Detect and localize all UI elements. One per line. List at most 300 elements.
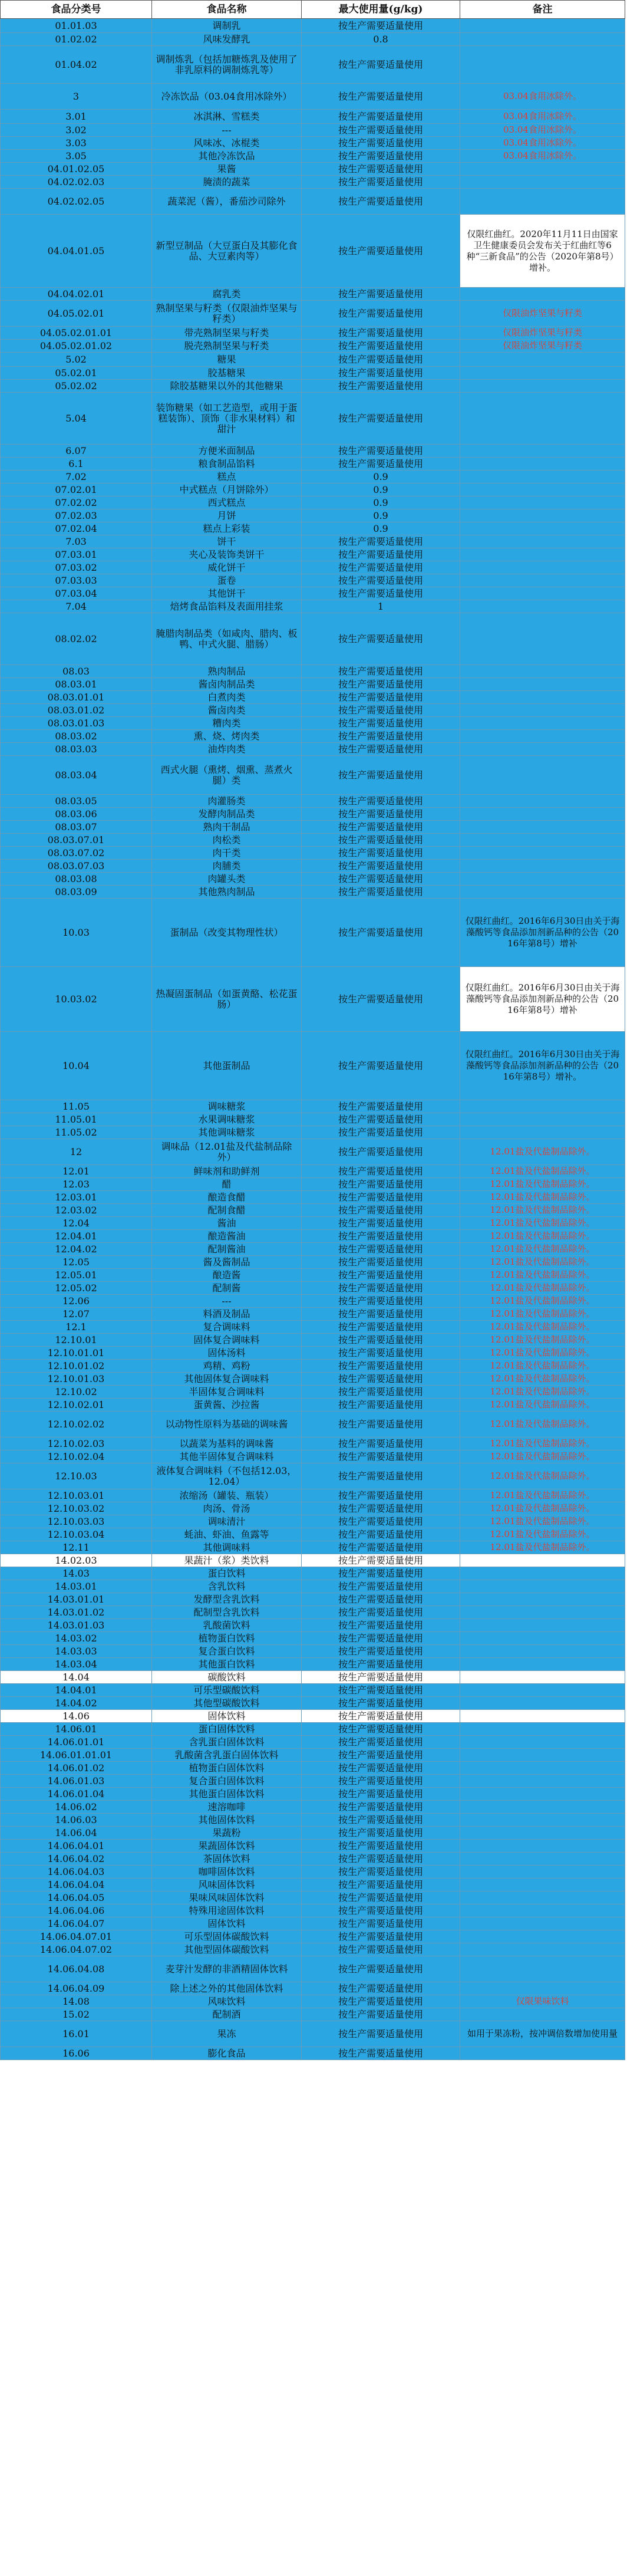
note-cell [460,176,625,189]
max-usage-cell: 按生产需要适量使用 [302,1788,460,1801]
food-name-cell: 配制食醋 [152,1204,302,1217]
food-name-cell: 以动物性原料为基础的调味酱 [152,1412,302,1437]
table-row [1,1788,625,1801]
max-usage-cell: 按生产需要适量使用 [302,1347,460,1360]
food-code-cell: 01.02.02 [1,33,152,46]
food-code-cell: 14.06.01.04 [1,1788,152,1801]
food-name-cell: 其他饼干 [152,587,302,600]
note-cell [460,691,625,704]
food-name-cell: 植物蛋白饮料 [152,1632,302,1645]
food-name-cell: 粮食制品馅料 [152,458,302,471]
max-usage-cell: 按生产需要适量使用 [302,1904,460,1917]
max-usage-cell: 按生产需要适量使用 [302,678,460,691]
food-code-cell: 12.04 [1,1217,152,1230]
food-code-cell: 7.03 [1,535,152,548]
max-usage-cell: 按生产需要适量使用 [302,1956,460,1982]
food-code-cell: 14.06.01 [1,1723,152,1736]
note-cell: 12.01盐及代盐制品除外。 [460,1308,625,1321]
table-row [1,1515,625,1528]
table-row [1,445,625,458]
note-cell [460,1697,625,1710]
food-name-cell: 腌腊肉制品类（如咸肉、腊肉、板鸭、中式火腿、腊肠） [152,613,302,665]
food-name-cell: 其他型碳酸饮料 [152,1697,302,1710]
note-cell: 12.01盐及代盐制品除外。 [460,1204,625,1217]
food-code-cell: 7.02 [1,471,152,483]
note-cell [460,873,625,886]
food-code-cell: 12.10.02.04 [1,1450,152,1463]
max-usage-cell: 按生产需要适量使用 [302,1386,460,1399]
note-cell [460,496,625,509]
note-cell [460,1645,625,1658]
table-row [1,847,625,860]
note-cell: 12.01盐及代盐制品除外。 [460,1139,625,1165]
max-usage-cell: 按生产需要适量使用 [302,860,460,873]
food-name-cell: 肉脯类 [152,860,302,873]
food-name-cell: 发酵肉制品类 [152,808,302,821]
note-cell [460,743,625,756]
note-cell: 12.01盐及代盐制品除外。 [460,1243,625,1256]
note-cell: 仅限红曲红。2020年11月11日由国家卫生健康委员会发布关于红曲红等6种“三新食品”的公告（2020年第8号）增补。 [460,215,625,288]
table-row [1,1749,625,1762]
note-cell [460,587,625,600]
food-code-cell: 14.04.01 [1,1684,152,1697]
food-name-cell: 糟肉类 [152,717,302,730]
food-code-cell: 01.04.02 [1,46,152,84]
food-code-cell: 15.02 [1,2008,152,2021]
food-code-cell: 08.03.01.02 [1,704,152,717]
food-code-cell: 11.05 [1,1100,152,1113]
food-name-cell: 方便米面制品 [152,445,302,458]
note-cell: 12.01盐及代盐制品除外。 [460,1489,625,1502]
table-row [1,1736,625,1749]
table-row [1,1658,625,1671]
note-cell [460,717,625,730]
food-name-cell: 固体汤料 [152,1347,302,1360]
table-row [1,1814,625,1827]
table-row [1,1697,625,1710]
note-cell [460,380,625,393]
max-usage-cell: 按生产需要适量使用 [302,1399,460,1412]
max-usage-cell: 按生产需要适量使用 [302,1632,460,1645]
food-code-cell: 14.06.01.01 [1,1736,152,1749]
max-usage-cell: 按生产需要适量使用 [302,1204,460,1217]
food-name-cell: 咖啡固体饮料 [152,1866,302,1878]
note-cell: 12.01盐及代盐制品除外。 [460,1347,625,1360]
table-row [1,1463,625,1489]
max-usage-cell: 按生产需要适量使用 [302,1645,460,1658]
food-code-cell: 14.06.04.09 [1,1982,152,1995]
food-name-cell: 速溶咖啡 [152,1801,302,1814]
max-usage-cell: 按生产需要适量使用 [302,873,460,886]
max-usage-cell: 按生产需要适量使用 [302,795,460,808]
max-usage-cell: 0.9 [302,496,460,509]
table-row [1,1684,625,1697]
table-row [1,1243,625,1256]
note-cell: 仅限果味饮料 [460,1995,625,2008]
note-cell [460,19,625,33]
table-row [1,1956,625,1982]
max-usage-cell: 按生产需要适量使用 [302,834,460,847]
note-cell [460,458,625,471]
note-cell: 12.01盐及代盐制品除外。 [460,1386,625,1399]
note-cell [460,1943,625,1956]
food-code-cell: 14.03.04 [1,1658,152,1671]
max-usage-cell: 按生产需要适量使用 [302,288,460,301]
food-code-cell: 08.03.07.02 [1,847,152,860]
max-usage-cell: 按生产需要适量使用 [302,327,460,340]
table-row [1,1100,625,1113]
table-row [1,1917,625,1930]
food-code-cell: 08.03.06 [1,808,152,821]
note-cell: 12.01盐及代盐制品除外。 [460,1165,625,1178]
food-name-cell: 固体复合调味料 [152,1334,302,1347]
note-cell [460,1930,625,1943]
food-code-cell: 14.06.04.02 [1,1853,152,1866]
note-cell: 仅限油炸坚果与籽类 [460,340,625,353]
food-name-cell: 肉干类 [152,847,302,860]
note-cell [460,1723,625,1736]
max-usage-cell: 按生产需要适量使用 [302,1321,460,1334]
food-code-cell: 12.07 [1,1308,152,1321]
table-row [1,1282,625,1295]
food-code-cell: 14.06.04.07 [1,1917,152,1930]
note-cell [460,1710,625,1723]
max-usage-cell: 按生产需要适量使用 [302,691,460,704]
table-row [1,1321,625,1334]
table-row [1,1412,625,1437]
table-row [1,886,625,899]
note-cell [460,665,625,678]
food-code-cell: 08.03.08 [1,873,152,886]
food-name-cell: 乳酸菌含乳蛋白固体饮料 [152,1749,302,1762]
max-usage-cell: 按生产需要适量使用 [302,1100,460,1113]
max-usage-cell: 0.9 [302,509,460,522]
food-code-cell: 05.02.02 [1,380,152,393]
food-code-cell: 12.10.03.04 [1,1528,152,1541]
note-cell: 12.01盐及代盐制品除外。 [460,1463,625,1489]
note-cell [460,509,625,522]
table-row [1,1567,625,1580]
food-code-cell: 5.02 [1,353,152,367]
food-name-cell: 果蔬汁（浆）类饮料 [152,1554,302,1567]
table-row [1,483,625,496]
food-name-cell: 蛋黄酱、沙拉酱 [152,1399,302,1412]
food-name-cell: 膨化食品 [152,2047,302,2060]
max-usage-cell: 按生产需要适量使用 [302,1165,460,1178]
food-name-cell: 风味冰、冰棍类 [152,137,302,150]
header-max-usage: 最大使用量(g/kg) [302,1,460,19]
max-usage-cell: 按生产需要适量使用 [302,847,460,860]
table-row [1,84,625,110]
food-name-cell: 乳酸菌饮料 [152,1619,302,1632]
max-usage-cell: 按生产需要适量使用 [302,1840,460,1853]
food-code-cell: 12.10.01.02 [1,1360,152,1373]
food-name-cell: 配制型含乳饮料 [152,1606,302,1619]
food-code-cell: 6.1 [1,458,152,471]
max-usage-cell: 按生产需要适量使用 [302,1866,460,1878]
note-cell [460,600,625,613]
max-usage-cell: 按生产需要适量使用 [302,535,460,548]
food-code-cell: 14.03.02 [1,1632,152,1645]
max-usage-cell: 按生产需要适量使用 [302,189,460,215]
food-name-cell: 果味风味固体饮料 [152,1891,302,1904]
table-row [1,1840,625,1853]
food-code-cell: 04.02.02.05 [1,189,152,215]
table-row [1,150,625,163]
note-cell: 仅限红曲红。2016年6月30日由关于海藻酸钙等食品添加剂新品种的公告（2016年第8号）增补。 [460,1032,625,1100]
table-row [1,1386,625,1399]
food-name-cell: 热凝固蛋制品（如蛋黄酪、松花蛋肠） [152,967,302,1032]
food-code-cell: 12.10.01.03 [1,1373,152,1386]
max-usage-cell: 按生产需要适量使用 [302,1995,460,2008]
max-usage-cell: 按生产需要适量使用 [302,1269,460,1282]
table-row [1,1580,625,1593]
food-name-cell: 配制酱 [152,1282,302,1295]
food-code-cell: 14.06.04.07.01 [1,1930,152,1943]
max-usage-cell: 按生产需要适量使用 [302,84,460,110]
note-cell: 12.01盐及代盐制品除外。 [460,1373,625,1386]
note-cell: 仅限油炸坚果与籽类 [460,327,625,340]
max-usage-cell: 按生产需要适量使用 [302,717,460,730]
max-usage-cell: 按生产需要适量使用 [302,808,460,821]
table-body [1,19,625,2060]
food-code-cell: 10.04 [1,1032,152,1100]
table-row [1,1360,625,1373]
max-usage-cell: 按生产需要适量使用 [302,1450,460,1463]
max-usage-cell: 0.9 [302,471,460,483]
food-name-cell: 冰淇淋、雪糕类 [152,110,302,124]
table-row [1,1295,625,1308]
food-name-cell: 其他调味料 [152,1541,302,1554]
max-usage-cell: 按生产需要适量使用 [302,574,460,587]
max-usage-cell: 按生产需要适量使用 [302,1853,460,1866]
food-code-cell: 12.05.02 [1,1282,152,1295]
note-cell [460,730,625,743]
food-name-cell: 含乳蛋白固体饮料 [152,1736,302,1749]
food-code-cell: 14.03.01.02 [1,1606,152,1619]
food-name-cell: 其他蛋制品 [152,1032,302,1100]
note-cell [460,548,625,561]
max-usage-cell: 按生产需要适量使用 [302,1749,460,1762]
table-row [1,561,625,574]
table-row [1,496,625,509]
food-name-cell: --- [152,1295,302,1308]
food-name-cell: 腐乳类 [152,288,302,301]
note-cell [460,678,625,691]
note-cell [460,561,625,574]
table-row [1,1437,625,1450]
max-usage-cell: 按生产需要适量使用 [302,1412,460,1437]
food-code-cell: 14.03.01.01 [1,1593,152,1606]
food-name-cell: 夹心及装饰类饼干 [152,548,302,561]
table-row [1,1619,625,1632]
table-row [1,808,625,821]
max-usage-cell: 按生产需要适量使用 [302,163,460,176]
food-code-cell: 12.10.01 [1,1334,152,1347]
food-code-cell: 12.03.01 [1,1191,152,1204]
max-usage-cell: 按生产需要适量使用 [302,1801,460,1814]
max-usage-cell: 按生产需要适量使用 [302,1917,460,1930]
food-name-cell: 饼干 [152,535,302,548]
food-name-cell: 复合蛋白饮料 [152,1645,302,1658]
table-row [1,509,625,522]
table-row [1,600,625,613]
table-row [1,730,625,743]
note-cell: 仅限红曲红。2016年6月30日由关于海藻酸钙等食品添加剂新品种的公告（2016年第8号）增补 [460,967,625,1032]
table-row [1,1191,625,1204]
note-cell [460,1749,625,1762]
food-code-cell: 3.01 [1,110,152,124]
food-code-cell: 12.03 [1,1178,152,1191]
note-cell: 03.04食用冰除外。 [460,150,625,163]
note-cell [460,1891,625,1904]
max-usage-cell: 按生产需要适量使用 [302,1580,460,1593]
food-name-cell: 西式火腿（熏烤、烟熏、蒸煮火腿）类 [152,756,302,795]
food-code-cell: 10.03.02 [1,967,152,1032]
table-row [1,1866,625,1878]
table-row [1,1347,625,1360]
max-usage-cell: 按生产需要适量使用 [302,1502,460,1515]
note-cell [460,1658,625,1671]
food-code-cell: 3.02 [1,124,152,137]
note-cell [460,1788,625,1801]
food-name-cell: 月饼 [152,509,302,522]
table-row [1,137,625,150]
food-code-cell: 04.05.02.01 [1,301,152,327]
food-name-cell: 焙烤食品馅料及表面用挂浆 [152,600,302,613]
food-code-cell: 14.03 [1,1567,152,1580]
food-name-cell: 碳酸饮料 [152,1671,302,1684]
food-name-cell: 酱卤肉类 [152,704,302,717]
note-cell [460,1554,625,1567]
table-row [1,756,625,795]
max-usage-cell: 按生产需要适量使用 [302,2047,460,2060]
note-cell: 12.01盐及代盐制品除外。 [460,1360,625,1373]
table-row [1,665,625,678]
max-usage-cell: 按生产需要适量使用 [302,730,460,743]
food-code-cell: 12.03.02 [1,1204,152,1217]
table-row [1,1308,625,1321]
food-code-cell: 12.11 [1,1541,152,1554]
table-row [1,1113,625,1126]
food-code-cell: 14.04.02 [1,1697,152,1710]
food-code-cell: 07.03.03 [1,574,152,587]
food-name-cell: 半固体复合调味料 [152,1386,302,1399]
food-name-cell: 其他熟肉制品 [152,886,302,899]
table-row [1,393,625,445]
food-code-cell: 14.06.03 [1,1814,152,1827]
table-row [1,1943,625,1956]
table-row [1,678,625,691]
note-cell: 03.04食用冰除外。 [460,124,625,137]
note-cell [460,1684,625,1697]
note-cell [460,367,625,380]
food-code-cell: 6.07 [1,445,152,458]
note-cell [460,1956,625,1982]
note-cell [460,1814,625,1827]
max-usage-cell: 按生产需要适量使用 [302,19,460,33]
table-row [1,124,625,137]
food-name-cell: 发酵型含乳饮料 [152,1593,302,1606]
max-usage-cell: 按生产需要适量使用 [302,561,460,574]
food-name-cell: 蔬菜泥（酱），番茄沙司除外 [152,189,302,215]
table-row [1,1593,625,1606]
food-code-cell: 14.06.04.03 [1,1866,152,1878]
food-code-cell: 14.03.03 [1,1645,152,1658]
food-code-cell: 14.02.03 [1,1554,152,1567]
note-cell [460,189,625,215]
note-cell: 12.01盐及代盐制品除外。 [460,1217,625,1230]
max-usage-cell: 按生产需要适量使用 [302,1360,460,1373]
table-row [1,834,625,847]
food-name-cell: 其他固体饮料 [152,1814,302,1827]
food-name-cell: 风味饮料 [152,1995,302,2008]
food-code-cell: 12.10.03 [1,1463,152,1489]
food-name-cell: 果冻 [152,2021,302,2047]
food-name-cell: 中式糕点（月饼除外） [152,483,302,496]
food-code-cell: 12.04.02 [1,1243,152,1256]
note-cell [460,1126,625,1139]
note-cell [460,522,625,535]
table-row [1,1256,625,1269]
note-cell [460,1736,625,1749]
food-code-cell: 16.06 [1,2047,152,2060]
food-name-cell: --- [152,124,302,137]
food-code-cell: 14.03.01 [1,1580,152,1593]
food-name-cell: 水果调味糖浆 [152,1113,302,1126]
food-name-cell: 可乐型固体碳酸饮料 [152,1930,302,1943]
max-usage-cell: 按生产需要适量使用 [302,1567,460,1580]
food-code-cell: 12.01 [1,1165,152,1178]
table-row [1,1775,625,1788]
note-cell: 仅限红曲红。2016年6月30日由关于海藻酸钙等食品添加剂新品种的公告（2016年第8号）增补 [460,899,625,967]
food-code-cell: 08.03.05 [1,795,152,808]
max-usage-cell: 按生产需要适量使用 [302,1032,460,1100]
max-usage-cell: 按生产需要适量使用 [302,353,460,367]
food-code-cell: 5.04 [1,393,152,445]
food-name-cell: 除上述之外的其他固体饮料 [152,1982,302,1995]
food-code-cell: 14.06 [1,1710,152,1723]
table-row [1,327,625,340]
table-row [1,1204,625,1217]
max-usage-cell: 按生产需要适量使用 [302,1891,460,1904]
max-usage-cell: 按生产需要适量使用 [302,821,460,834]
note-cell: 03.04食用冰除外。 [460,137,625,150]
note-cell [460,1567,625,1580]
max-usage-cell: 按生产需要适量使用 [302,1139,460,1165]
food-code-cell: 14.06.04 [1,1827,152,1840]
note-cell [460,808,625,821]
note-cell [460,860,625,873]
food-name-cell: 醋 [152,1178,302,1191]
max-usage-cell: 按生产需要适量使用 [302,1762,460,1775]
food-name-cell: 复合蛋白固体饮料 [152,1775,302,1788]
table-row [1,1645,625,1658]
table-row [1,1528,625,1541]
food-name-cell: 茶固体饮料 [152,1853,302,1866]
food-name-cell: 特殊用途固体饮料 [152,1904,302,1917]
table-row [1,821,625,834]
max-usage-cell: 按生产需要适量使用 [302,548,460,561]
food-name-cell: 含乳饮料 [152,1580,302,1593]
food-code-cell: 14.08 [1,1995,152,2008]
note-cell [460,821,625,834]
food-name-cell: 以蔬菜为基料的调味酱 [152,1437,302,1450]
food-name-cell: 肉松类 [152,834,302,847]
max-usage-cell: 按生产需要适量使用 [302,1126,460,1139]
table-row [1,1982,625,1995]
table-row [1,899,625,967]
